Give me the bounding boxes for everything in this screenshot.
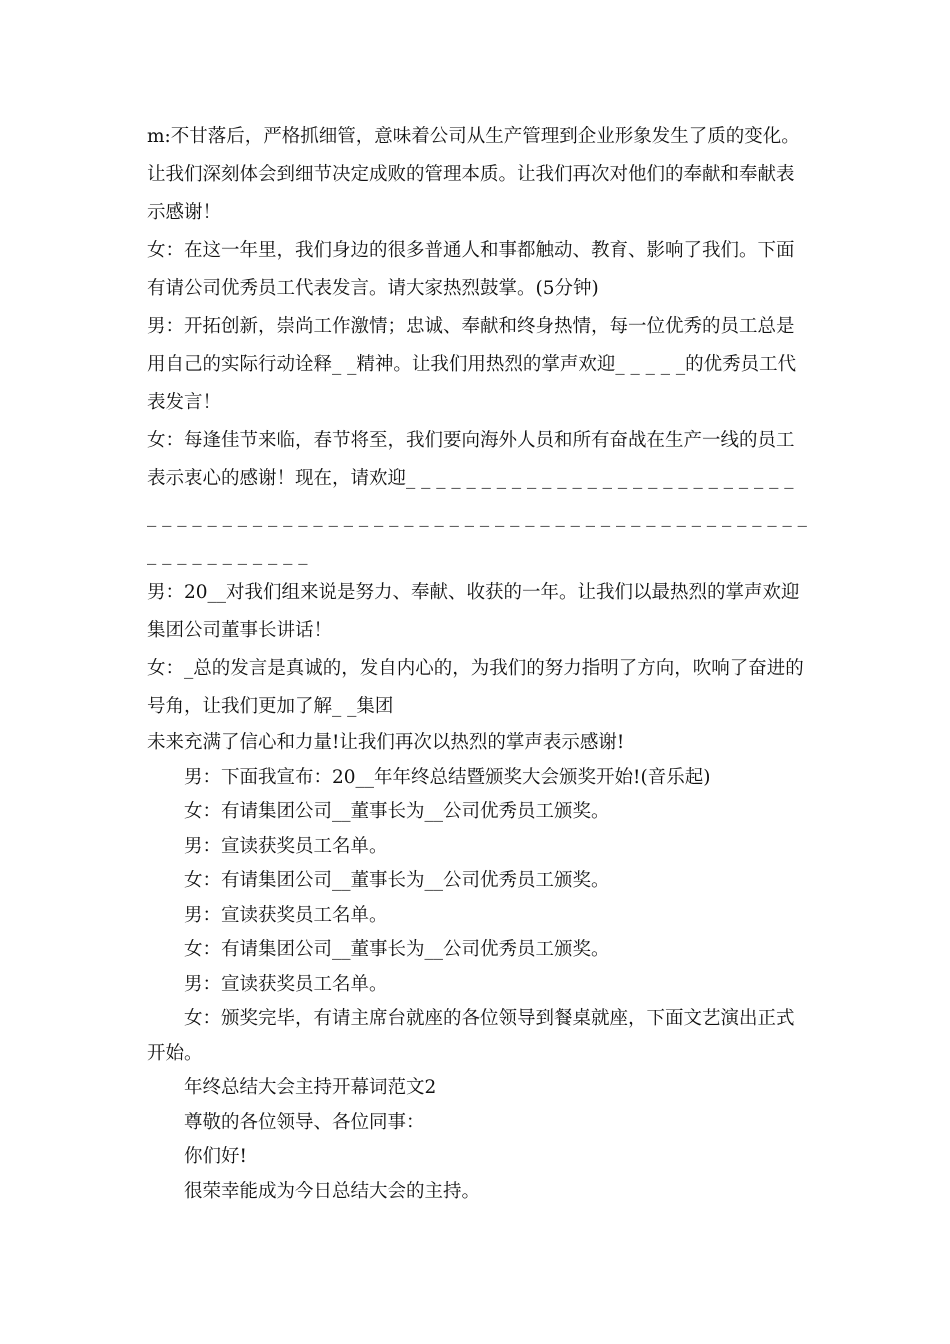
paragraph-performance-start: 女：颁奖完毕，有请主席台就座的各位领导到餐桌就座，下面文艺演出正式开始。 <box>147 1008 795 1064</box>
paragraph-honored: 很荣幸能成为今日总结大会的主持。 <box>184 1180 481 1202</box>
paragraph-list-2: 男：宣读获奖员工名单。 <box>184 904 388 926</box>
document-body <box>147 118 813 1209</box>
paragraph-thanks: m:不甘落后，严格抓细管，意味着公司从生产管理到企业形象发生了质的变化。让我们深刻体会到细节决定成败的管理本质。让我们再次对他们的奉献和奉献表示感谢！ <box>147 126 800 223</box>
paragraph-speech-summary: 女：_总的发言是真诚的，发自内心的，为我们的努力指明了方向，吹响了奋进的号角，让我们更加了解_ _集团 <box>147 658 804 717</box>
paragraph-award-2: 女：有请集团公司__董事长为__公司优秀员工颁奖。 <box>184 870 610 891</box>
paragraph-innovation: 男：开拓创新，崇尚工作激情；忠诚、奉献和终身热情，每一位优秀的员工总是用自己的实际行动诠释_ _精神。让我们用热烈的掌声欢迎_ _ _ _ _的优秀员工代表发言！ <box>147 316 797 413</box>
section-title: 年终总结大会主持开幕词范文2 <box>184 1077 437 1098</box>
paragraph-employee-speech-intro: 女：在这一年里，我们身边的很多普通人和事都触动、教育、影响了我们。下面有请公司优秀员工代表发言。请大家热烈鼓掌。(5分钟) <box>147 240 795 299</box>
paragraph-award-3: 女：有请集团公司__董事长为__公司优秀员工颁奖。 <box>184 939 610 960</box>
paragraph-greeting: 你们好! <box>184 1146 247 1167</box>
paragraph-chairman-intro: 男：20__对我们组来说是努力、奉献、收获的一年。让我们以最热烈的掌声欢迎集团公司董事长讲话！ <box>147 582 800 641</box>
paragraph-award-1: 女：有请集团公司__董事长为__公司优秀员工颁奖。 <box>184 801 610 822</box>
paragraph-confidence: 未来充满了信心和力量!让我们再次以热烈的掌声表示感谢! <box>147 732 625 753</box>
paragraph-award-announce: 男：下面我宣布：20__年年终总结暨颁奖大会颁奖开始!(音乐起) <box>184 766 711 788</box>
paragraph-list-1: 男：宣读获奖员工名单。 <box>184 835 388 857</box>
paragraph-salutation: 尊敬的各位领导、各位同事： <box>184 1111 425 1133</box>
paragraph-spring-festival: 女：每逢佳节来临，春节将至，我们要向海外人员和所有奋战在生产一线的员工表示衷心的感谢！现在，请欢迎_ _ _ _ _ _ _ _ _ _ _ _ _ _ _ _ _ _ _ _ _ _ _ _ _ _ _ _ _ _ _ _ _ _ _ _ _ _ _ _ _ _ _ _ _ _ _ _ _ _ _ _ _ _ _ _ _ _ _ _ _ _ _ _ _ _ _ _ _ _ _ _ _ _ _ _ _ _ _ _ _ <box>147 430 813 565</box>
paragraph-list-3: 男：宣读获奖员工名单。 <box>184 973 388 995</box>
